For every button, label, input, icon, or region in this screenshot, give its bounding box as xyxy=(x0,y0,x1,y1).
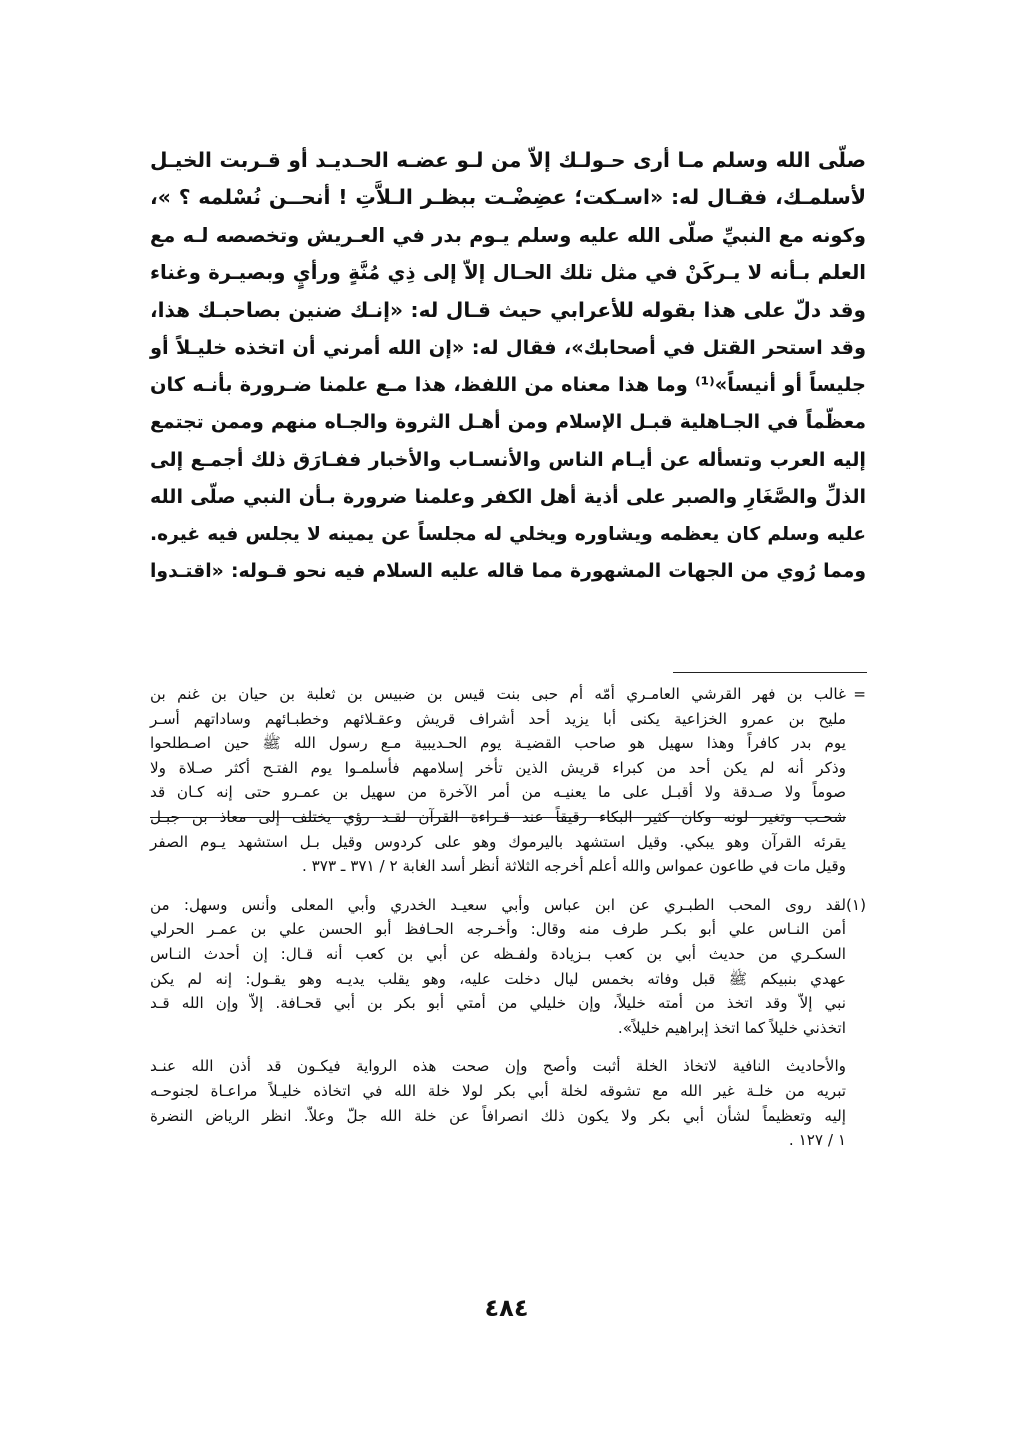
body-line: وكونه مع النبيِّ صلّى الله عليه وسلم يـوم بدر في العـريش وتخصصه لـه مع xyxy=(150,223,866,247)
footnote-line: أمن النـاس علي أبو بكـر طرف منه وقال: وأخـرجه الحـافظ أبو الحسن علي بن عمـر الحرلي xyxy=(150,920,846,939)
main-body-text xyxy=(150,142,866,591)
body-line: لأسلمـك، فقـال له: «اسـكت؛ عضِضْـت ببظـر الـلاَّتِ ! أنحــن نُسْلمه ؟ »، xyxy=(150,185,866,210)
footnote-1-continued xyxy=(150,1054,866,1152)
footnote-marker: = xyxy=(853,685,866,703)
body-line: إليه العرب وتسأله عن أيـام الناس والأنسـاب والأخبار ففـارَق ذلك أجمـع إلى xyxy=(150,448,866,472)
footnote-line: عهدي بنبيكم ﷺ قبل وفاته بخمس ليال دخلت عليه، وهو يقلب يديـه وهو يقـول: إنه لم يكن xyxy=(150,969,846,988)
body-line: معظّماً في الجـاهلية قبـل الإسلام ومن أهـل الثروة والجـاه منهم وممن تجتمع xyxy=(150,411,866,433)
footnote-line: وذكر أنه لم يكن أحد من كبراء قريش الذين تأخر إسلامهم فأسلمـوا يوم الفتـح أكثر صـلاة ولا xyxy=(150,758,846,777)
body-line: جليساً أو أنيساً»⁽¹⁾ وما هذا معناه من اللفظ، هذا مـع علمنا ضـرورة بأنـه كان xyxy=(150,373,866,397)
footnote-line: مليح بن عمرو الخزاعية يكنى أبا يزيد أحد أشراف قريش وعقـلائهم وخطبـائهم وساداتهم أسـر xyxy=(150,709,846,728)
footnote-line: ١ / ١٢٧ . xyxy=(788,1131,846,1150)
footnote-separator xyxy=(673,672,867,673)
body-line: وقد استحر القتل في أصحابك»، فقال له: «إن الله أمرني أن اتخذه خليـلاً أو xyxy=(150,336,866,360)
footnote-line: وقيل مات في طاعون عمواس والله أعلم أخرجه الثلاثة أنظر أسد الغابة ٢ / ٣٧١ ـ ٣٧٣ . xyxy=(301,857,846,876)
body-line: صلّى الله وسلم مـا أرى حـولـك إلاّ من لـو عضـه الحـديـد أو قـربت الخيـل xyxy=(150,148,866,172)
footnote-line: يقرئه القرآن وهو يبكي. وقيل استشهد باليرموك وهو على كردوس وقيل بـل استشهد يـوم الصفر xyxy=(150,832,846,851)
body-line: عليه وسلم كان يعظمه ويشاوره ويخلي له مجلساً عن يمينه لا يجلس فيه غيره. xyxy=(150,524,866,546)
footnote-line: يوم بدر كافراً وهذا سهيل هو صاحب القضيـة يوم الحـديبية مـع رسول الله ﷺ حين اصـطلحوا xyxy=(150,734,846,753)
body-line: الذلِّ والصَّغَارِ والصبر على أذية أهل الكفر وعلمنا ضرورة بـأن النبي صلّى الله xyxy=(150,485,866,508)
footnote-line: إليه وتعظيماً لشأن أبي بكر ولا يكون ذلك انصرافاً عن خلة الله جلّ وعلاّ. انظر الرياض النضرة xyxy=(150,1106,846,1125)
footnote-line: لقد روى المحب الطبـري عن ابن عباس وأبي سعيـد الخدري وأبي المعلى وأنس وسهل: من xyxy=(150,895,846,914)
footnote-line: تبريه من خلـة غير الله مع تشوقه لخلة أبي بكر لولا خلة الله في اتخاذه خليـلاً مراعـاة لجنوحـه xyxy=(150,1081,846,1100)
body-line: العلم بـأنه لا يـركَنْ في مثل تلك الحـال إلاّ إلى ذِي مُنَّةٍ ورأيٍ وبصيـرة وغناء xyxy=(150,261,866,285)
footnote-line: غالب بن فهر القرشي العامـري أمّه أم حبى بنت قيس بن ضبيس بن ثعلبة بن حيان بن غنم بن xyxy=(150,685,846,703)
footnote-line: صوماً ولا صـدقة ولا أقبـل على ما يعنيـه من أمر الآخرة من سهيل بن عمـرو حتى إنه كـان قد xyxy=(150,783,846,802)
footnote-line: السكـري من حديث أبي بن كعب بـزيادة ولفـظه عن أبي بن كعب أنه قـال: إن أحدث النـاس xyxy=(150,944,846,963)
footnote-line: اتخذني خليلاً كما اتخذ إبراهيم خليلاً». xyxy=(617,1018,846,1037)
footnote-line: والأحاديث النافية لاتخاذ الخلة أثبت وأصح وإن صحت هذه الرواية فيكـون قد أذن الله عنـد xyxy=(150,1057,846,1076)
footnote-line: نبي إلاّ وقد اتخذ من أمته خليلاً، وإن خليلي من أمتي أبو بكر بن أبي قحـافة. إلاّ وإن الله قـد xyxy=(150,994,846,1013)
page-number: ٤٨٤ xyxy=(484,1294,529,1322)
footnote-1 xyxy=(150,893,866,1041)
footnote-line-struck: شحـب وتغير لونه وكان كثير البكاء رقيقاً عند قـراءة القرآن لقـد رؤي يختلف إلى معاذ بن جبـل xyxy=(150,807,846,826)
footnote-marker: (١) xyxy=(845,895,866,914)
body-line: ومما رُوي من الجهات المشهورة مما قاله عليه السلام فيه نحو قـوله: «اقتـدوا xyxy=(150,561,866,583)
footnote-continuation xyxy=(150,682,866,879)
footnotes-section xyxy=(150,682,866,1153)
body-line: وقد دلّ على هذا بقوله للأعرابي حيث قـال له: «إنـك ضنين بصاحبـك هذا، xyxy=(150,297,866,322)
